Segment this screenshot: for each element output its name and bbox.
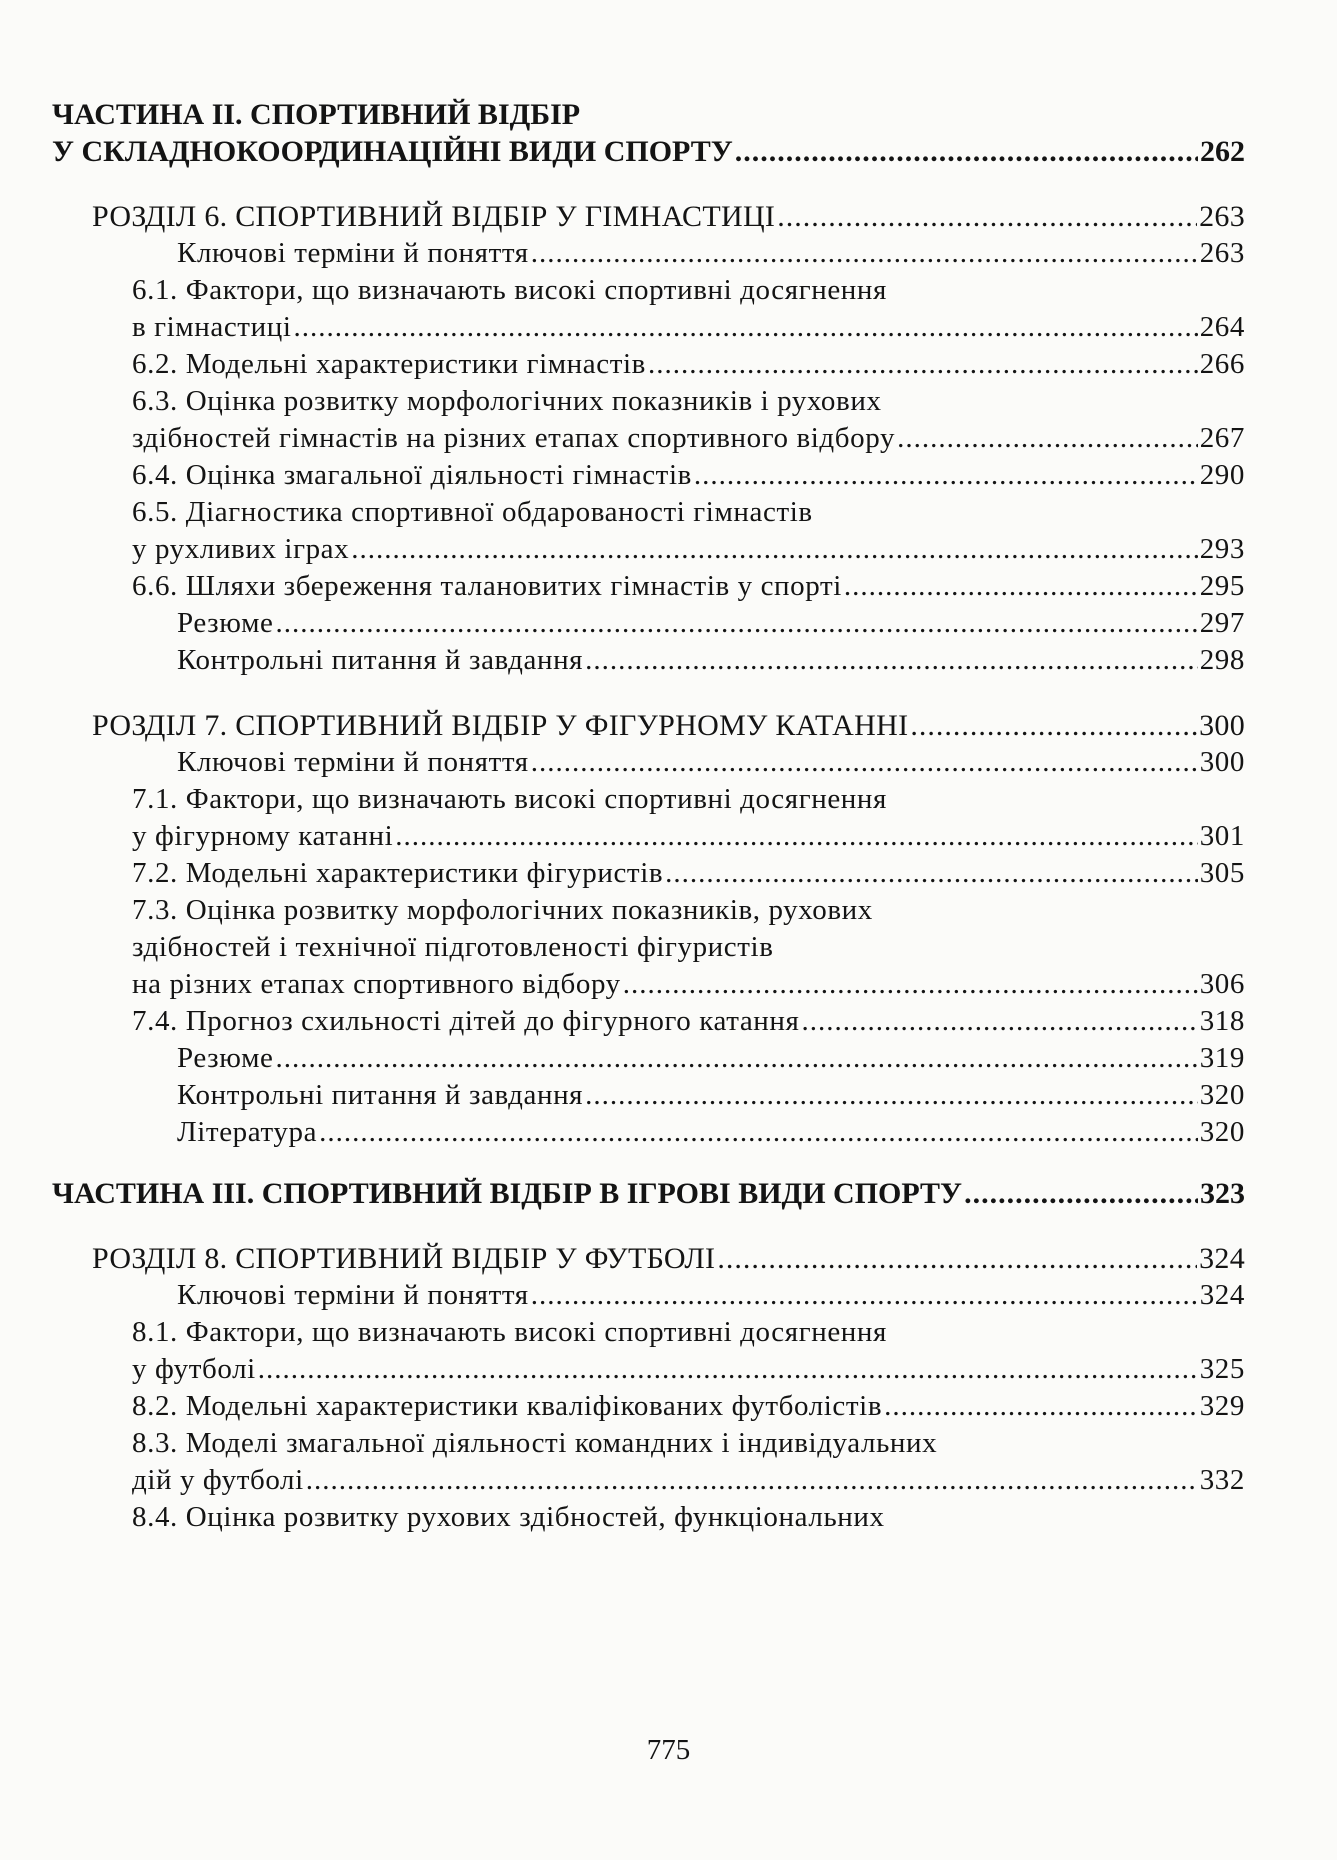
toc-entry-title: РОЗДІЛ 6. СПОРТИВНИЙ ВІДБІР У ГІМНАСТИЦІ xyxy=(92,200,776,233)
toc-entry-page: 320 xyxy=(1199,1079,1245,1111)
toc-entry-page: 300 xyxy=(1199,746,1245,778)
toc-entry-title: Ключові терміни й поняття xyxy=(177,1279,529,1311)
toc-entry-page: 306 xyxy=(1199,968,1245,1000)
dot-leader xyxy=(648,346,1198,383)
toc-entry-title: 6.2. Модельні характеристики гімнастів xyxy=(132,348,646,380)
toc-entry-title: ЧАСТИНА ІІІ. СПОРТИВНИЙ ВІДБІР В ІГРОВІ ВИДИ СПОРТУ xyxy=(52,1177,963,1210)
toc-entry-title: Резюме xyxy=(177,1042,274,1074)
toc-entry xyxy=(52,781,1245,818)
dot-leader xyxy=(585,1077,1198,1114)
toc-entry-title: 7.2. Модельні характеристики фігуристів xyxy=(132,857,664,889)
toc-entry xyxy=(52,457,1245,494)
toc-entry-title: 8.4. Оцінка розвитку рухових здібностей, функціональних xyxy=(132,1501,885,1533)
toc-entry-title: РОЗДІЛ 7. СПОРТИВНИЙ ВІДБІР У ФІГУРНОМУ КАТАННІ xyxy=(92,709,909,742)
dot-leader xyxy=(777,198,1197,235)
page-number: 775 xyxy=(646,1734,691,1766)
toc-entry-title: 6.1. Фактори, що визначають високі спортивні досягнення xyxy=(132,274,887,306)
toc-entry-title: 7.4. Прогноз схильності дітей до фігурного катання xyxy=(132,1005,800,1037)
toc-entry-page: 293 xyxy=(1199,533,1245,565)
dot-leader xyxy=(306,1462,1198,1499)
dot-leader xyxy=(735,133,1198,170)
dot-leader xyxy=(276,605,1198,642)
toc-entry-title: у фігурному катанні xyxy=(132,820,394,852)
dot-leader xyxy=(884,1388,1198,1425)
toc-entry xyxy=(52,309,1245,346)
dot-leader xyxy=(258,1351,1198,1388)
toc-entry-title: у футболі xyxy=(132,1353,256,1385)
toc-entry xyxy=(52,707,1245,744)
toc-entry-title: Резюме xyxy=(177,607,274,639)
toc-entry xyxy=(52,929,1245,966)
toc-entry-title: 6.3. Оцінка розвитку морфологічних показників і рухових xyxy=(132,385,882,417)
toc-entry xyxy=(52,1003,1245,1040)
toc-entry-page: 323 xyxy=(1200,1177,1245,1210)
toc-entry xyxy=(52,1240,1245,1277)
toc-entry-title: 6.5. Діагностика спортивної обдарованості гімнастів xyxy=(132,496,813,528)
toc-entry xyxy=(52,1314,1245,1351)
toc-entry xyxy=(52,1175,1245,1212)
toc-entry-page: 298 xyxy=(1199,644,1245,676)
dot-leader xyxy=(276,1040,1198,1077)
toc-entry xyxy=(52,198,1245,235)
toc-entry-title: в гімнастиці xyxy=(132,311,292,343)
toc-entry-title: Ключові терміни й поняття xyxy=(177,237,529,269)
dot-leader xyxy=(844,568,1198,605)
toc-entry xyxy=(52,892,1245,929)
toc-entry-page: 267 xyxy=(1199,422,1245,454)
toc-entry-title: ЧАСТИНА ІІ. СПОРТИВНИЙ ВІДБІР xyxy=(52,98,581,131)
toc-entry xyxy=(52,855,1245,892)
dot-leader xyxy=(293,309,1197,346)
toc-entry xyxy=(52,605,1245,642)
toc-entry-page: 324 xyxy=(1199,1242,1245,1275)
toc-entry-page: 320 xyxy=(1199,1116,1245,1148)
toc-entry xyxy=(52,1462,1245,1499)
dot-leader xyxy=(717,1240,1197,1277)
toc-entry-title: Ключові терміни й поняття xyxy=(177,746,529,778)
dot-leader xyxy=(665,855,1198,892)
toc-entry xyxy=(52,1425,1245,1462)
toc-entry-page: 263 xyxy=(1199,200,1245,233)
toc-entry xyxy=(52,642,1245,679)
toc-entry-title: 7.3. Оцінка розвитку морфологічних показників, рухових xyxy=(132,894,873,926)
dot-leader xyxy=(694,457,1198,494)
toc-entry-title: дій у футболі xyxy=(132,1464,304,1496)
toc-entry xyxy=(52,235,1245,272)
toc-entry-title: на різних етапах спортивного відбору xyxy=(132,968,621,1000)
toc-entry-title: здібностей і технічної підготовленості фігуристів xyxy=(132,931,774,963)
toc-entry-page: 332 xyxy=(1199,1464,1245,1496)
toc-entry-page: 300 xyxy=(1199,709,1245,742)
toc-entry xyxy=(52,494,1245,531)
table-of-contents xyxy=(52,96,1245,1536)
toc-entry xyxy=(52,1277,1245,1314)
toc-entry xyxy=(52,1351,1245,1388)
toc-entry xyxy=(52,744,1245,781)
toc-entry xyxy=(52,383,1245,420)
toc-entry-page: 305 xyxy=(1199,857,1245,889)
toc-entry-page: 262 xyxy=(1200,135,1245,168)
dot-leader xyxy=(531,744,1198,781)
toc-entry-page: 301 xyxy=(1199,820,1245,852)
dot-leader xyxy=(623,966,1198,1003)
toc-entry-title: Контрольні питання й завдання xyxy=(177,644,584,676)
toc-entry-page: 264 xyxy=(1199,311,1245,343)
toc-entry-title: здібностей гімнастів на різних етапах спортивного відбору xyxy=(132,422,896,454)
toc-entry-page: 263 xyxy=(1199,237,1245,269)
toc-entry xyxy=(52,96,1245,133)
dot-leader xyxy=(585,642,1198,679)
toc-entry-page: 329 xyxy=(1199,1390,1245,1422)
toc-entry-title: 7.1. Фактори, що визначають високі спортивні досягнення xyxy=(132,783,887,815)
toc-entry-page: 297 xyxy=(1199,607,1245,639)
toc-entry xyxy=(52,1388,1245,1425)
toc-entry xyxy=(52,1114,1245,1151)
toc-entry-page: 319 xyxy=(1199,1042,1245,1074)
toc-entry xyxy=(52,568,1245,605)
toc-entry-title: Література xyxy=(177,1116,318,1148)
dot-leader xyxy=(801,1003,1197,1040)
toc-entry-title: 8.1. Фактори, що визначають високі спортивні досягнення xyxy=(132,1316,887,1348)
dot-leader xyxy=(910,707,1197,744)
toc-entry-title: 8.3. Моделі змагальної діяльності командних і індивідуальних xyxy=(132,1427,938,1459)
toc-entry-title: 6.6. Шляхи збереження талановитих гімнастів у спорті xyxy=(132,570,842,602)
toc-entry xyxy=(52,272,1245,309)
toc-entry-title: 8.2. Модельні характеристики кваліфікованих футболістів xyxy=(132,1390,883,1422)
toc-entry-title: У СКЛАДНОКООРДИНАЦІЙНІ ВИДИ СПОРТУ xyxy=(52,135,733,168)
toc-entry-title: у рухливих іграх xyxy=(132,533,350,565)
toc-entry xyxy=(52,133,1245,170)
toc-entry-page: 290 xyxy=(1199,459,1245,491)
toc-entry xyxy=(52,420,1245,457)
toc-entry-page: 295 xyxy=(1199,570,1245,602)
dot-leader xyxy=(531,235,1198,272)
toc-entry-page: 266 xyxy=(1199,348,1245,380)
toc-entry-title: Контрольні питання й завдання xyxy=(177,1079,584,1111)
toc-entry-title: 6.4. Оцінка змагальної діяльності гімнастів xyxy=(132,459,692,491)
toc-entry xyxy=(52,346,1245,383)
toc-entry xyxy=(52,1077,1245,1114)
dot-leader xyxy=(319,1114,1198,1151)
toc-entry-title: РОЗДІЛ 8. СПОРТИВНИЙ ВІДБІР У ФУТБОЛІ xyxy=(92,1242,716,1275)
toc-entry xyxy=(52,1499,1245,1536)
toc-entry xyxy=(52,818,1245,855)
toc-entry-page: 324 xyxy=(1199,1279,1245,1311)
dot-leader xyxy=(964,1175,1198,1212)
toc-entry xyxy=(52,966,1245,1003)
dot-leader xyxy=(897,420,1198,457)
dot-leader xyxy=(395,818,1197,855)
toc-entry-page: 318 xyxy=(1199,1005,1245,1037)
toc-entry-page: 325 xyxy=(1199,1353,1245,1385)
toc-entry xyxy=(52,1040,1245,1077)
dot-leader xyxy=(351,531,1197,568)
toc-entry xyxy=(52,531,1245,568)
dot-leader xyxy=(531,1277,1198,1314)
